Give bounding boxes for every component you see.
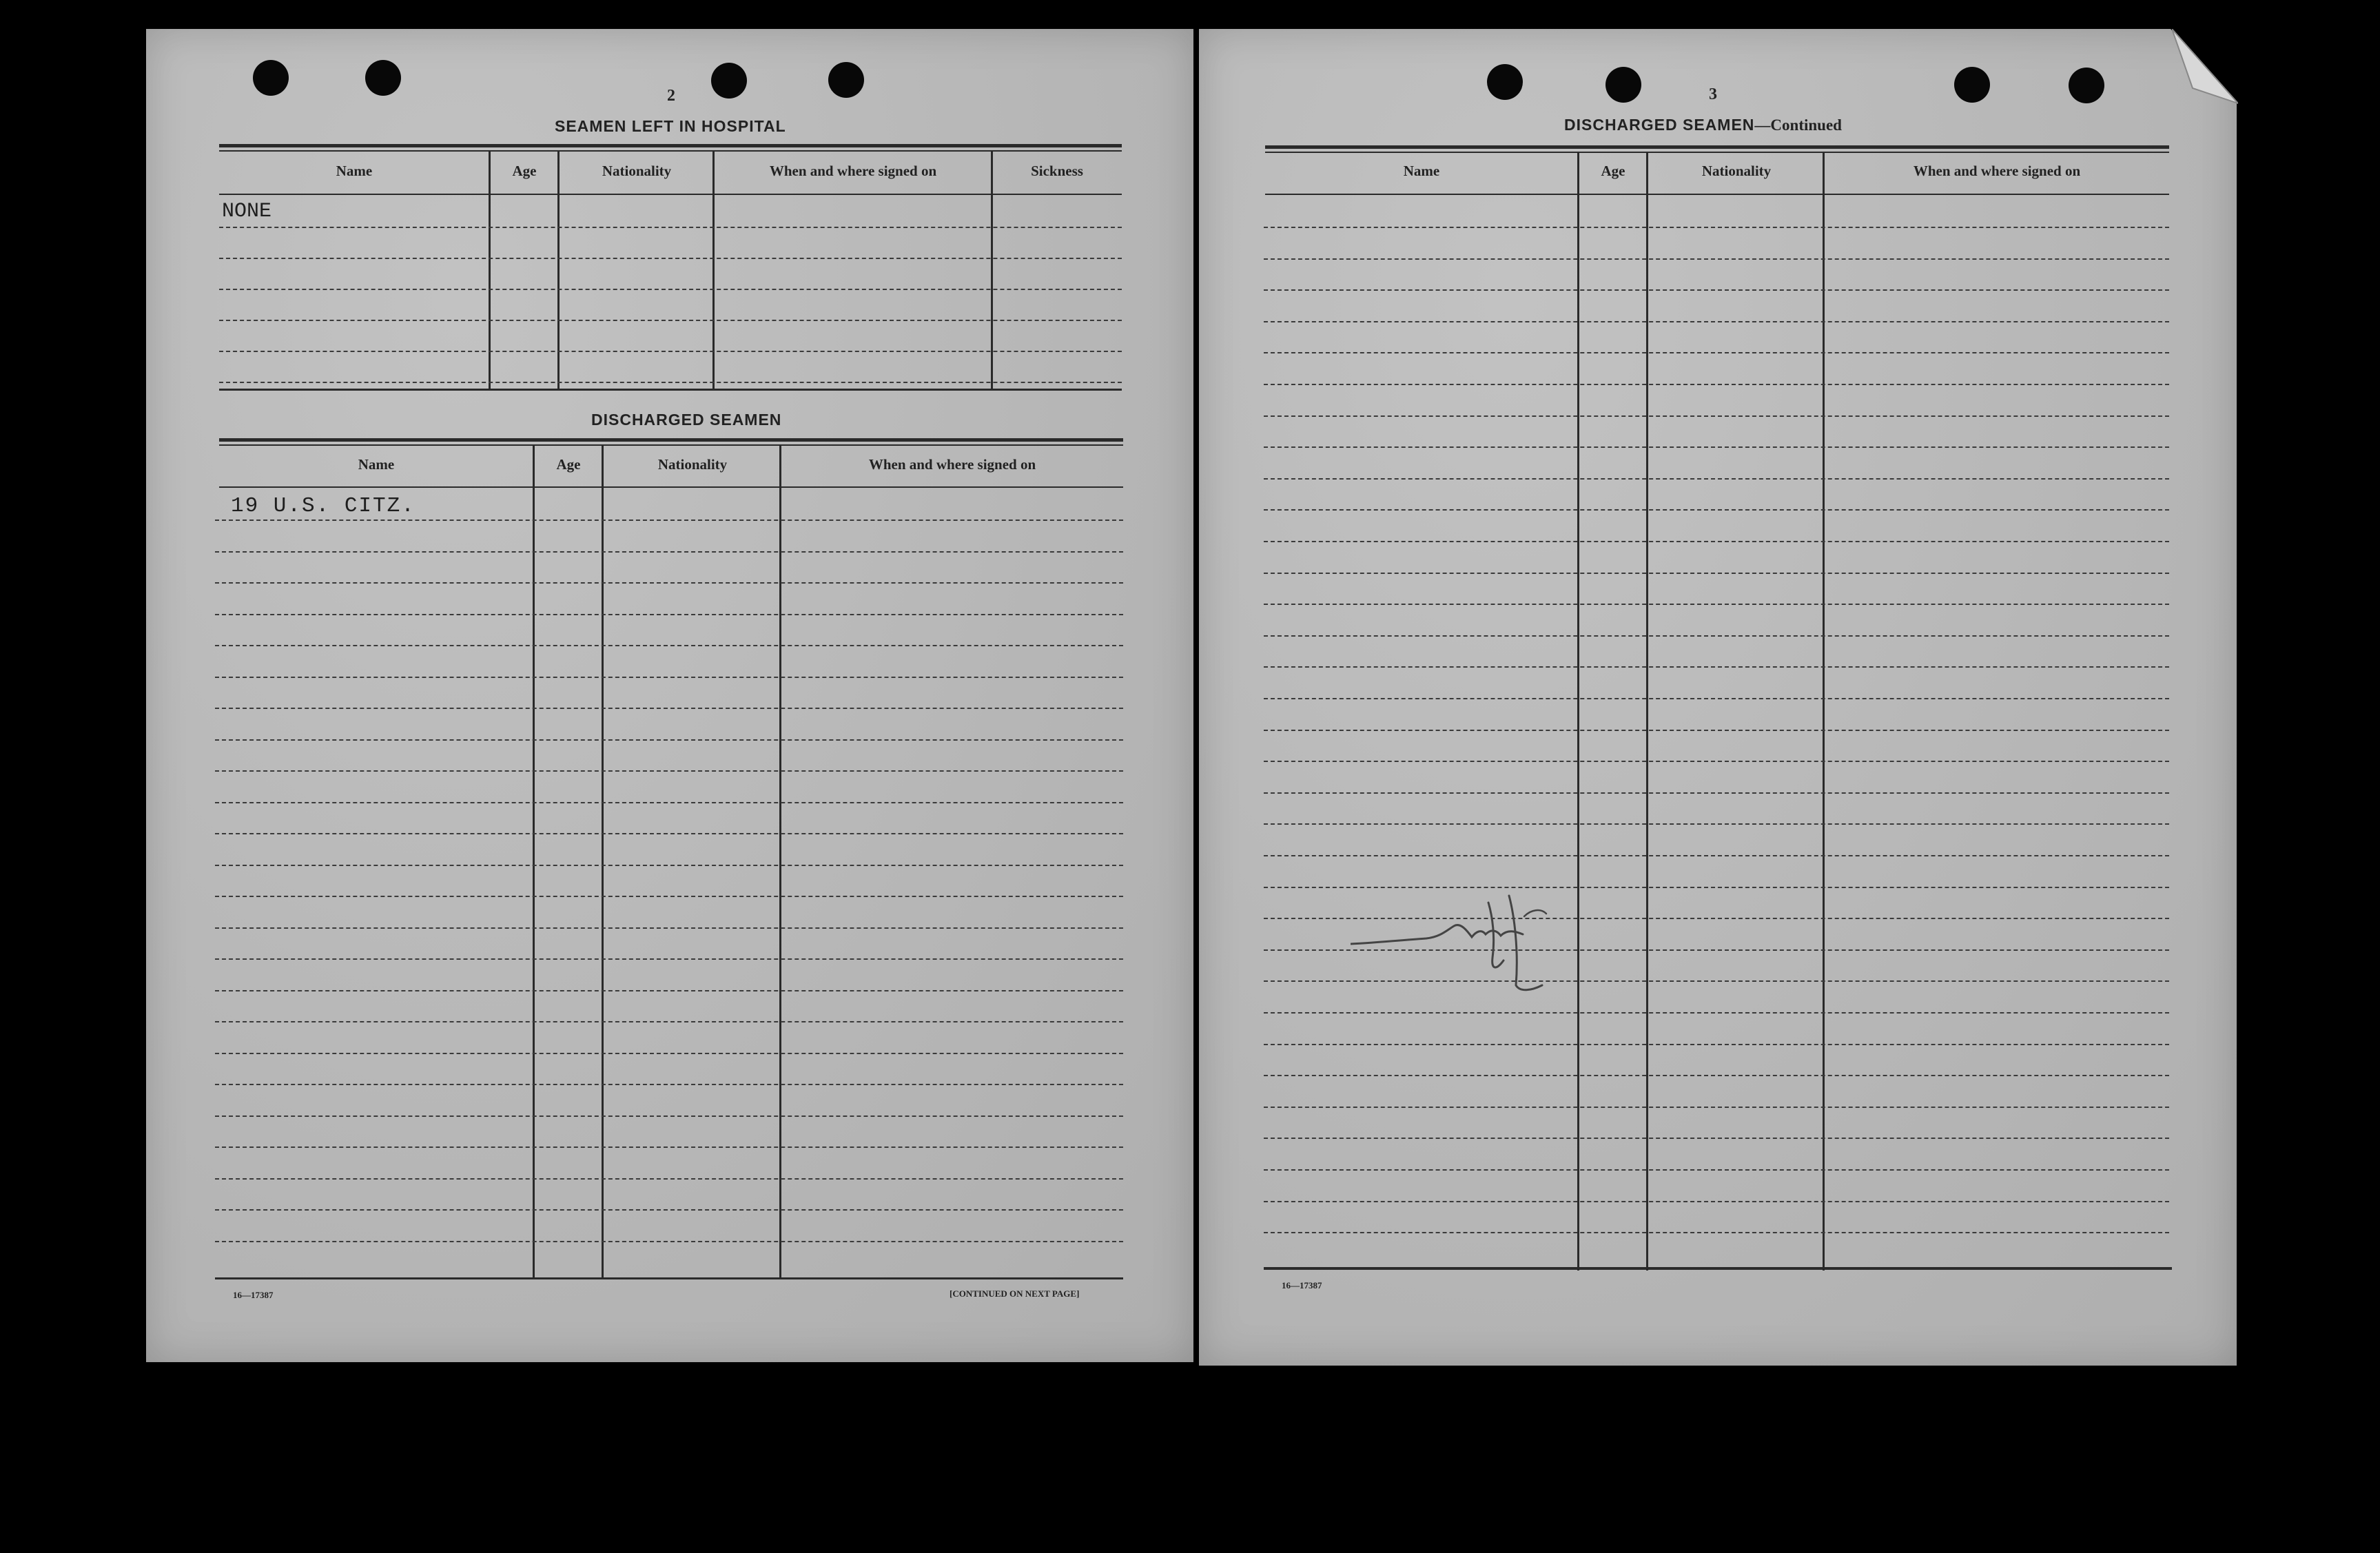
right-top-rule [1265, 145, 2169, 149]
page-number: 3 [1709, 85, 1717, 103]
ruled-line [215, 802, 1123, 803]
hospital-col-age: Age [512, 163, 537, 179]
ruled-line [219, 227, 1122, 228]
ruled-line [1264, 604, 2169, 605]
punch-hole [1487, 64, 1523, 100]
ruled-line [1264, 887, 2169, 888]
hospital-top-rule-thin [219, 150, 1122, 152]
right-bottom-rule [1264, 1267, 2172, 1270]
ruled-line [215, 614, 1123, 615]
discharged-col-nationality: Nationality [657, 456, 728, 473]
ruled-line [1264, 1107, 2169, 1108]
ruled-line [1264, 1169, 2169, 1171]
hospital-col-name: Name [336, 163, 373, 179]
hospital-col-divider [489, 152, 491, 389]
discharged-continued-title [1564, 116, 1842, 134]
ruled-line [1264, 1075, 2169, 1076]
ruled-line [215, 865, 1123, 866]
hospital-col-sickness: Sickness [1031, 163, 1083, 179]
right-col-nationality: Nationality [1701, 163, 1772, 179]
ruled-line [215, 1146, 1123, 1148]
ruled-line [1264, 446, 2169, 448]
ruled-line [215, 520, 1123, 521]
right-col-name: Name [1403, 163, 1440, 179]
ruled-line [219, 289, 1122, 290]
hospital-entry: NONE [222, 200, 272, 223]
hospital-col-nationality: Nationality [602, 163, 672, 179]
discharged-continued-title-main: DISCHARGED SEAMEN [1564, 116, 1755, 134]
ruled-line [215, 739, 1123, 741]
folded-corner [2172, 29, 2238, 105]
punch-hole [1606, 67, 1641, 103]
right-col-signed-on: When and where signed on [1913, 163, 2081, 179]
ruled-line [1264, 227, 2169, 228]
ruled-line [215, 1241, 1123, 1242]
ruled-line [215, 1115, 1123, 1117]
discharged-col-signed-on: When and where signed on [868, 456, 1036, 473]
ruled-line [1264, 321, 2169, 322]
ruled-line [219, 351, 1122, 352]
discharged-bottom-rule [215, 1277, 1123, 1279]
ruled-line [1264, 573, 2169, 574]
discharged-entry: 19 U.S. CITZ. [231, 494, 416, 518]
punch-hole [253, 60, 289, 96]
ruled-line [1264, 1138, 2169, 1139]
ruled-line [215, 1084, 1123, 1085]
ruled-line [215, 582, 1123, 584]
ruled-line [215, 1209, 1123, 1211]
ruled-line [1264, 823, 2169, 825]
handwritten-signature [1351, 889, 1668, 1013]
ruled-line [1264, 352, 2169, 353]
hospital-section-title: SEAMEN LEFT IN HOSPITAL [555, 117, 786, 135]
ruled-line [1264, 855, 2169, 856]
punch-hole [1954, 67, 1990, 103]
ruled-line [219, 320, 1122, 321]
ruled-line [1264, 635, 2169, 637]
discharged-col-divider [533, 446, 535, 1279]
left-page [146, 29, 1193, 1362]
form-number: 16—17387 [233, 1290, 274, 1300]
hospital-header-rule [219, 194, 1122, 195]
hospital-col-divider [712, 152, 715, 389]
ruled-line [219, 382, 1122, 383]
hospital-top-rule [219, 144, 1122, 147]
ruled-line [215, 1021, 1123, 1022]
ruled-line [1264, 730, 2169, 731]
ruled-line [219, 258, 1122, 259]
ruled-line [215, 645, 1123, 646]
discharged-top-rule-thin [219, 444, 1123, 446]
right-col-age: Age [1601, 163, 1625, 179]
right-header-rule [1265, 194, 2169, 195]
ruled-line [215, 1053, 1123, 1054]
ruled-line [215, 677, 1123, 678]
discharged-header-rule [219, 486, 1123, 488]
hospital-col-divider [991, 152, 993, 389]
hospital-col-divider [557, 152, 560, 389]
ruled-line [215, 708, 1123, 709]
hospital-col-signed-on: When and where signed on [769, 163, 937, 179]
ruled-line [215, 833, 1123, 834]
right-page [1199, 29, 2237, 1366]
punch-hole [828, 62, 864, 98]
ruled-line [1264, 1044, 2169, 1045]
ruled-line [1264, 666, 2169, 668]
page-number: 2 [667, 87, 675, 105]
discharged-col-divider [779, 446, 781, 1279]
ruled-line [1264, 792, 2169, 794]
discharged-col-age: Age [556, 456, 581, 473]
ruled-line [1264, 1201, 2169, 1202]
discharged-col-name: Name [358, 456, 395, 473]
ruled-line [1264, 258, 2169, 260]
ruled-line [215, 896, 1123, 897]
continued-note: [CONTINUED ON NEXT PAGE] [950, 1288, 1080, 1299]
ruled-line [1264, 541, 2169, 542]
ruled-line [215, 990, 1123, 991]
hospital-bottom-rule [219, 389, 1122, 391]
ruled-line [1264, 415, 2169, 417]
ruled-line [1264, 289, 2169, 291]
punch-hole [365, 60, 401, 96]
form-number: 16—17387 [1282, 1280, 1322, 1290]
ruled-line [215, 958, 1123, 960]
ruled-line [215, 1178, 1123, 1180]
ruled-line [1264, 384, 2169, 385]
ruled-line [1264, 509, 2169, 511]
right-top-rule-thin [1265, 152, 2169, 153]
discharged-section-title: DISCHARGED SEAMEN [591, 411, 782, 429]
ruled-line [1264, 1232, 2169, 1233]
punch-hole [2069, 68, 2104, 103]
ruled-line [215, 770, 1123, 772]
ruled-line [1264, 761, 2169, 762]
discharged-top-rule [219, 438, 1123, 442]
discharged-continued-title-suffix: —Continued [1754, 116, 1842, 134]
discharged-col-divider [602, 446, 604, 1279]
ruled-line [215, 551, 1123, 553]
punch-hole [711, 63, 747, 99]
ruled-line [1264, 478, 2169, 480]
ruled-line [1264, 698, 2169, 699]
ruled-line [215, 927, 1123, 929]
